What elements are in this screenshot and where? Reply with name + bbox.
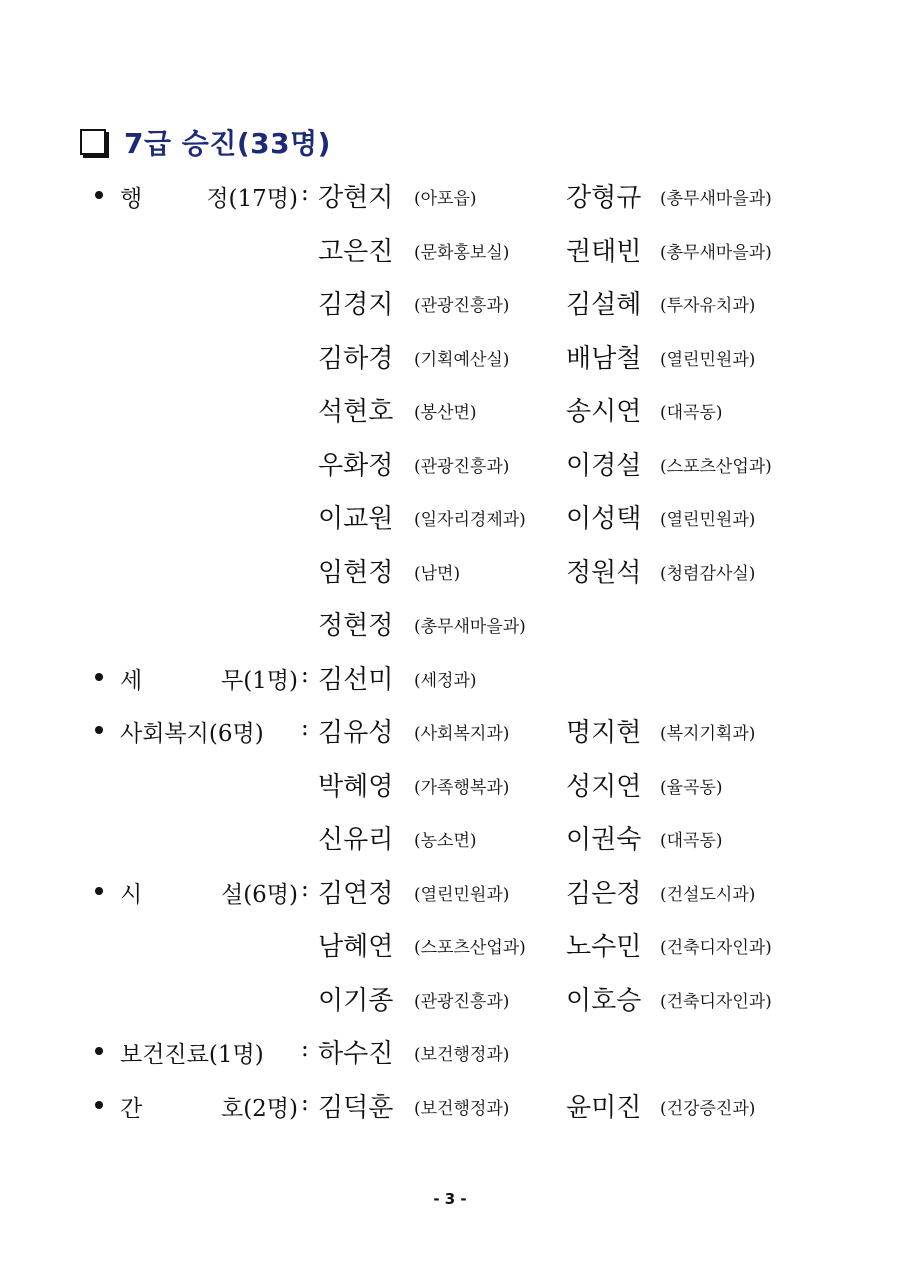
person-name: 김하경 [318, 343, 394, 374]
person-name: 석현호 [318, 397, 394, 427]
category-label: 간 호(2명) [120, 1095, 298, 1122]
department: (대곡동) [660, 403, 723, 423]
person-name: 김유성 [318, 718, 394, 748]
department: (청렴감사실) [660, 563, 756, 584]
category-label: 행 정(17명) [120, 186, 298, 212]
department: (건축디자인과) [660, 991, 772, 1012]
department: (열린민원과) [660, 510, 756, 530]
person-name: 배남철 [566, 343, 642, 374]
person-name: 정원석 [566, 557, 642, 588]
list-item [0, 438, 900, 492]
person-name: 박혜영 [318, 771, 394, 802]
department: (일자리경제과) [414, 510, 526, 530]
list-item [0, 331, 900, 385]
bullet-icon [95, 1101, 103, 1109]
section-heading [80, 122, 331, 162]
department: (기획예산실) [414, 349, 510, 370]
department: (율곡동) [660, 777, 723, 798]
page-number: - 3 - [433, 1190, 467, 1208]
bullet-icon [95, 191, 103, 199]
person-name: 이권숙 [566, 825, 642, 855]
person-name: 임현정 [318, 557, 394, 588]
heading-title: 7급 승진(33명) [124, 127, 331, 160]
checkbox-square-icon [80, 129, 106, 155]
department: (문화홍보실) [414, 242, 510, 263]
list-item [0, 491, 900, 545]
person-name: 강형규 [566, 183, 642, 213]
person-name: 하수진 [318, 1039, 394, 1069]
list-item [0, 1080, 900, 1134]
department: (열린민원과) [660, 349, 756, 370]
list-item [0, 705, 900, 759]
department: (총무새마을과) [414, 617, 526, 637]
bullet-icon [95, 887, 103, 895]
list-item [0, 224, 900, 278]
department: (스포츠산업과) [660, 456, 772, 477]
person-name: 김연정 [318, 878, 394, 909]
department: (열린민원과) [414, 884, 510, 905]
person-name: 우화정 [318, 450, 394, 481]
person-name: 김경지 [318, 290, 394, 320]
colon: : [301, 661, 309, 688]
department: (가족행복과) [414, 777, 510, 798]
person-name: 송시연 [566, 397, 642, 427]
person-name: 정현정 [318, 611, 394, 641]
bullet-icon [95, 1047, 103, 1055]
person-name: 이호승 [566, 985, 642, 1016]
person-name: 노수민 [566, 932, 642, 962]
department: (건설도시과) [660, 884, 756, 905]
person-name: 성지연 [566, 771, 642, 802]
department: (총무새마을과) [660, 189, 772, 209]
colon: : [301, 715, 309, 741]
list-item [0, 277, 900, 331]
list-item [0, 973, 900, 1027]
person-name: 이교원 [318, 504, 394, 534]
department: (세정과) [414, 670, 477, 691]
category-label: 시 설(6명) [120, 881, 298, 908]
category-label: 보건진료(1명) [120, 1042, 264, 1068]
department: (보건행정과) [414, 1045, 510, 1065]
department: (건강증진과) [660, 1098, 756, 1119]
category-label: 사회복지(6명) [120, 721, 264, 747]
person-name: 윤미진 [566, 1092, 642, 1123]
department: (복지기획과) [660, 724, 756, 744]
department: (사회복지과) [414, 724, 510, 744]
colon: : [301, 875, 309, 902]
department: (총무새마을과) [660, 242, 772, 263]
department: (남면) [414, 563, 461, 584]
person-name: 남혜연 [318, 932, 394, 962]
bullet-icon [95, 726, 103, 734]
department: (농소면) [414, 831, 477, 851]
list-item [0, 384, 900, 438]
colon: : [301, 1089, 309, 1116]
category-label: 세 무(1명) [120, 667, 298, 694]
colon: : [301, 1036, 309, 1062]
department: (보건행정과) [414, 1098, 510, 1119]
colon: : [301, 180, 309, 206]
person-name: 김덕훈 [318, 1092, 394, 1123]
department: (대곡동) [660, 831, 723, 851]
department: (건축디자인과) [660, 938, 772, 958]
department: (관광진흥과) [414, 456, 510, 477]
person-name: 권태빈 [566, 236, 642, 267]
department: (관광진흥과) [414, 991, 510, 1012]
person-name: 명지현 [566, 718, 642, 748]
person-name: 김은정 [566, 878, 642, 909]
list-item [0, 652, 900, 706]
list-item [0, 598, 900, 652]
list-item [0, 919, 900, 973]
department: (봉산면) [414, 403, 477, 423]
list-item [0, 1026, 900, 1080]
person-name: 김선미 [318, 664, 394, 695]
person-name: 고은진 [318, 236, 394, 267]
department: (아포읍) [414, 189, 477, 209]
person-name: 이기종 [318, 985, 394, 1016]
list-item [0, 545, 900, 599]
person-name: 이성택 [566, 504, 642, 534]
list-item [0, 866, 900, 920]
department: (관광진흥과) [414, 296, 510, 316]
person-name: 강현지 [318, 183, 394, 213]
bullet-icon [95, 673, 103, 681]
department: (투자유치과) [660, 296, 756, 316]
list-item [0, 170, 900, 224]
list-item [0, 759, 900, 813]
person-name: 신유리 [318, 825, 394, 855]
person-name: 김설혜 [566, 290, 642, 320]
list-item [0, 812, 900, 866]
person-name: 이경설 [566, 450, 642, 481]
department: (스포츠산업과) [414, 938, 526, 958]
